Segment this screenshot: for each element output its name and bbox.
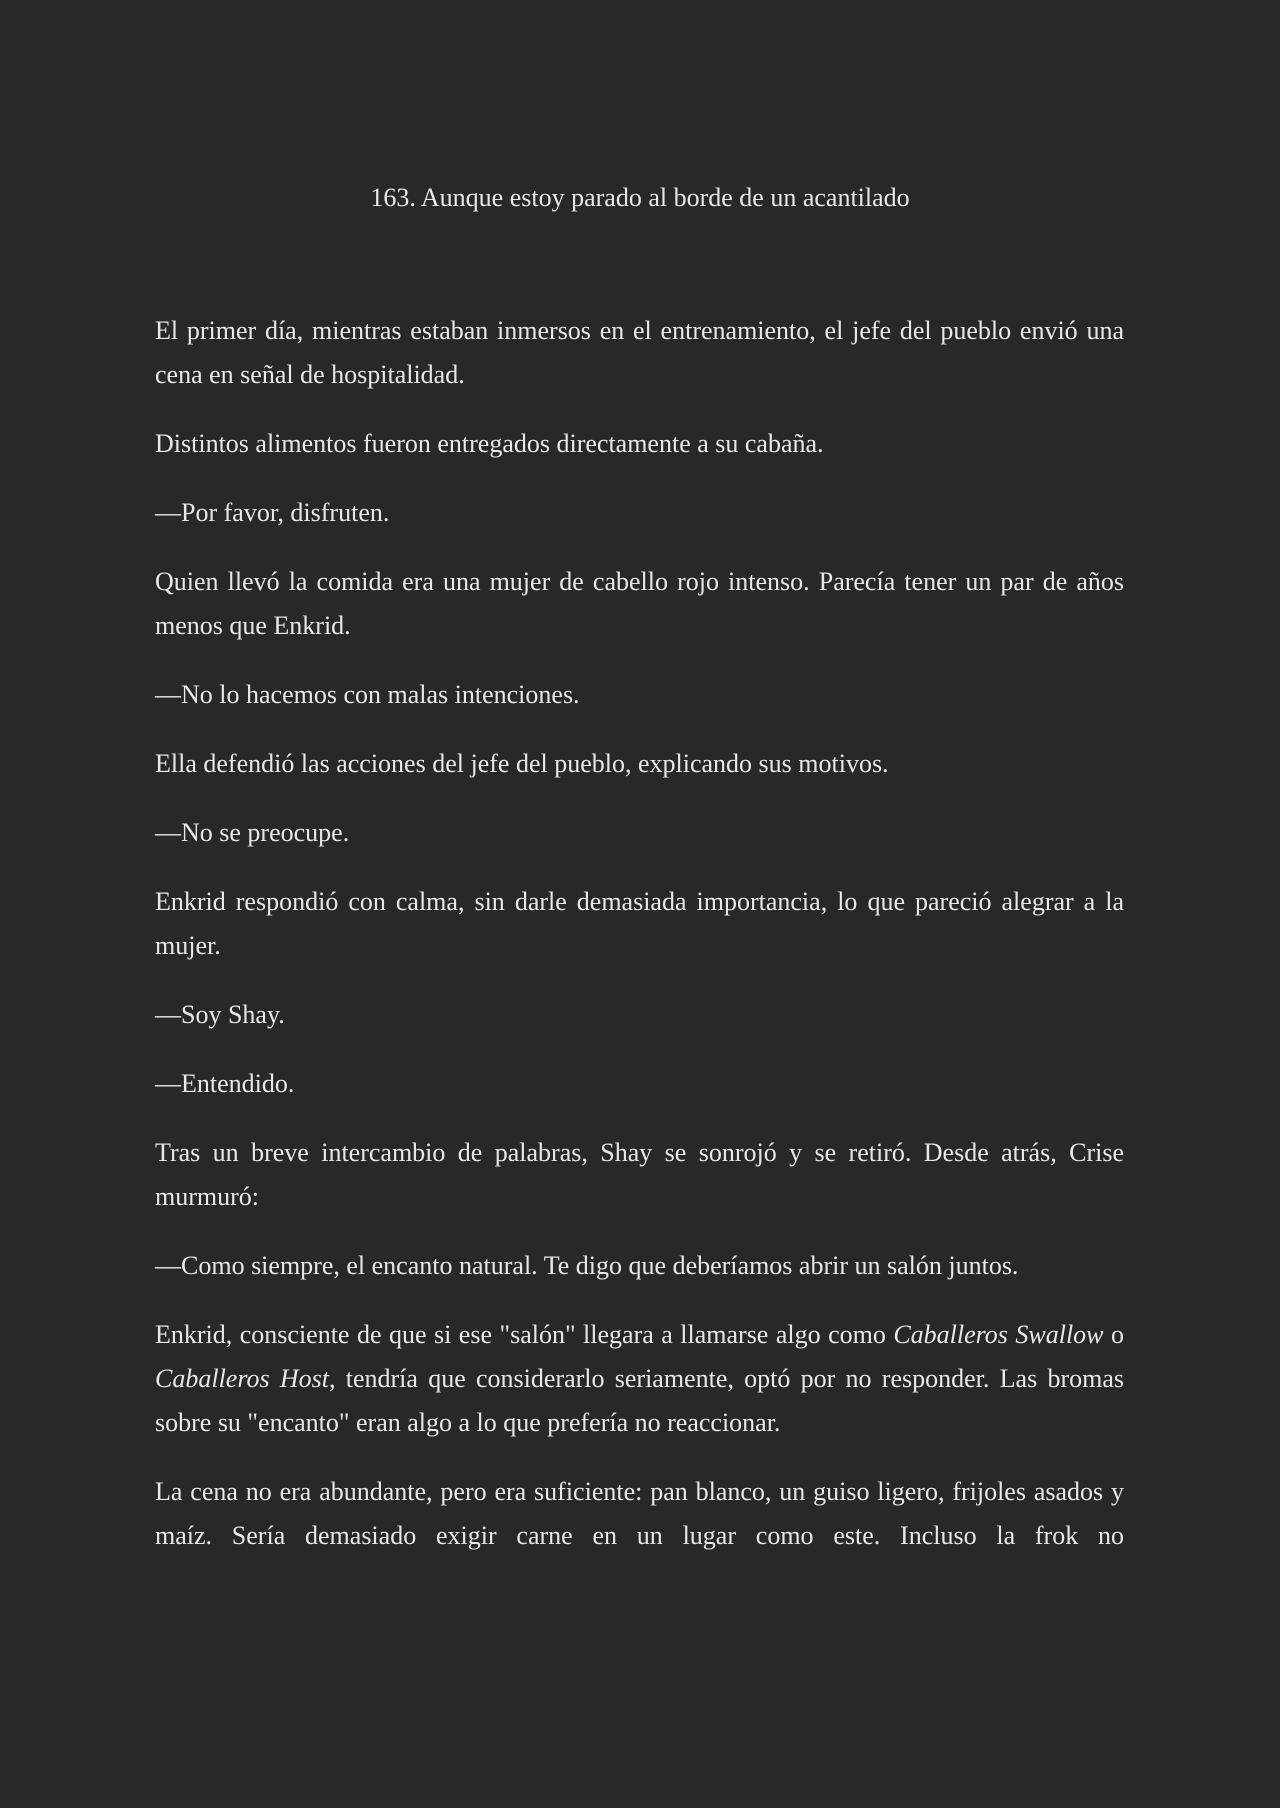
italic-term: Caballeros Host (155, 1364, 329, 1393)
chapter-title: 163. Aunque estoy parado al borde de un acantilado (370, 183, 910, 212)
dialogue-line: —Soy Shay. (155, 1000, 285, 1029)
paragraph (155, 1313, 1124, 1445)
paragraph: Tras un breve intercambio de palabras, Shay se sonrojó y se retiró. Desde atrás, Crise murmuró: (155, 1138, 1124, 1211)
paragraph: El primer día, mientras estaban inmersos en el entrenamiento, el jefe del pueblo envió una cena en señal de hospitalidad. (155, 316, 1124, 389)
dialogue-line: —Por favor, disfruten. (155, 498, 390, 527)
text-segment: o (1103, 1320, 1125, 1349)
paragraph: Ella defendió las acciones del jefe del pueblo, explicando sus motivos. (155, 749, 889, 778)
chapter-body (155, 309, 1124, 1583)
paragraph: Quien llevó la comida era una mujer de cabello rojo intenso. Parecía tener un par de años menos que Enkrid. (155, 567, 1124, 640)
dialogue-line: —Como siempre, el encanto natural. Te digo que deberíamos abrir un salón juntos. (155, 1251, 1019, 1280)
paragraph: La cena no era abundante, pero era suficiente: pan blanco, un guiso ligero, frijoles asados y maíz. Sería demasiado exigir carne en un lugar como este. Incluso la frok no (155, 1477, 1124, 1550)
text-segment: Enkrid, consciente de que si ese "salón" llegara a llamarse algo como (155, 1320, 894, 1349)
dialogue-line: —No lo hacemos con malas intenciones. (155, 680, 580, 709)
dialogue-line: —Entendido. (155, 1069, 295, 1098)
paragraph: Distintos alimentos fueron entregados directamente a su cabaña. (155, 429, 824, 458)
dialogue-line: —No se preocupe. (155, 818, 350, 847)
italic-term: Caballeros Swallow (893, 1320, 1104, 1349)
text-segment: , tendría que considerarlo seriamente, optó por no responder. Las bromas sobre su "encanto" eran algo a lo que prefería no reaccionar. (155, 1364, 1124, 1437)
paragraph: Enkrid respondió con calma, sin darle demasiada importancia, lo que pareció alegrar a la mujer. (155, 887, 1124, 960)
